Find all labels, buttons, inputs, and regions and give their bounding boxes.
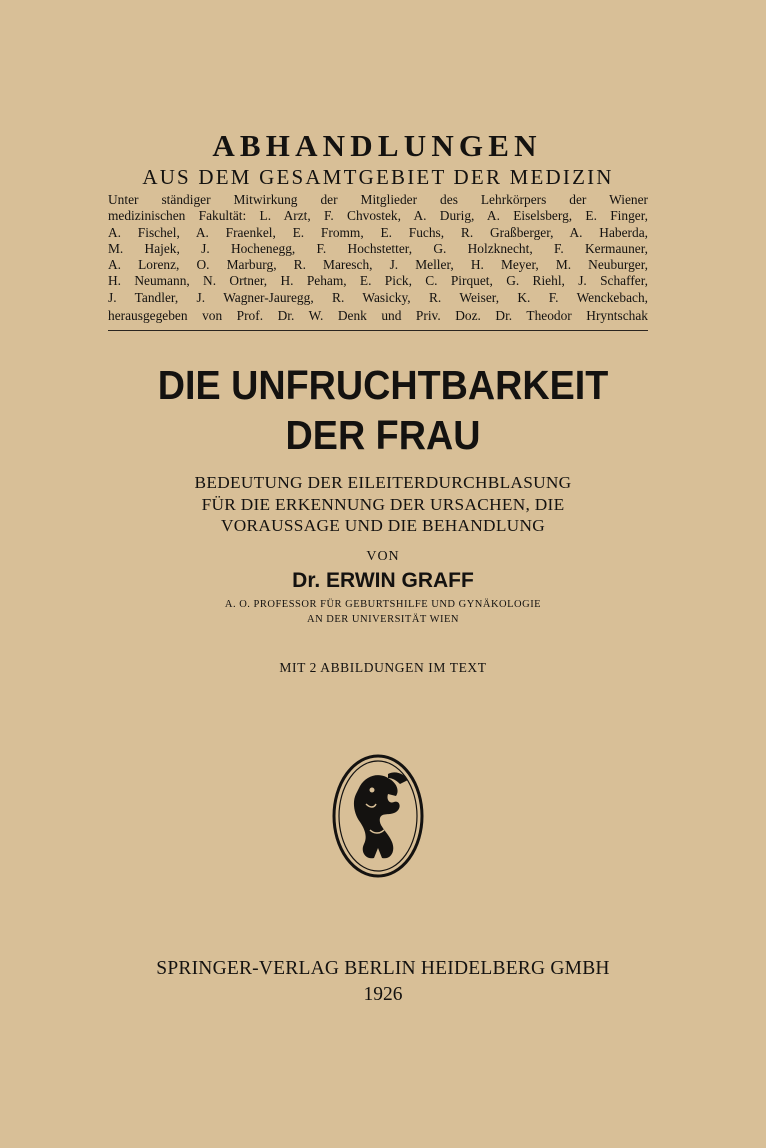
author bbox=[100, 569, 666, 593]
book-title-line: DIE UNFRUCHTBARKEIT bbox=[157, 362, 609, 408]
publisher-name: SPRINGER-VERLAG BERLIN HEIDELBERG GMBH bbox=[156, 958, 610, 979]
contributors-line: A. Fischel, A. Fraenkel, E. Fromm, E. Fuchs, R. Graßberger, A. Haberda, bbox=[108, 224, 648, 240]
series-editors: herausgegeben von Prof. Dr. W. Denk und Priv. Doz. Dr. Theodor Hryntschak bbox=[108, 308, 648, 324]
series-title: ABHANDLUNGEN bbox=[212, 128, 542, 163]
contributors-line: J. Tandler, J. Wagner-Jauregg, R. Wasicky, R. Weiser, K. F. Wenckebach, bbox=[108, 289, 648, 305]
illustrations-note: MIT 2 ABBILDUNGEN IM TEXT bbox=[279, 660, 487, 675]
contributors-line: M. Hajek, J. Hochenegg, F. Hochstetter, G. Holzknecht, F. Kermauner, bbox=[108, 240, 648, 256]
series-header bbox=[108, 128, 648, 324]
book-subtitle-line: VORAUSSAGE UND DIE BEHANDLUNG bbox=[220, 516, 546, 535]
series-subtitle: AUS DEM GESAMTGEBIET DER MEDIZIN bbox=[142, 165, 614, 189]
book-subtitle-line: BEDEUTUNG DER EILEITERDURCHBLASUNG bbox=[194, 473, 572, 492]
series-contributors bbox=[108, 192, 648, 306]
contributors-line: A. Lorenz, O. Marburg, R. Maresch, J. Meller, H. Meyer, M. Neuburger, bbox=[108, 257, 648, 273]
author-prefix: Dr. bbox=[292, 569, 321, 592]
book-subtitle bbox=[100, 472, 666, 537]
author-name: ERWIN GRAFF bbox=[326, 569, 474, 592]
by-label: VON bbox=[366, 549, 400, 564]
contributors-line: H. Neumann, N. Ortner, H. Peham, E. Pick, C. Pirquet, G. Riehl, J. Schaffer, bbox=[108, 273, 648, 289]
contributors-line: Unter ständiger Mitwirkung der Mitglieder des Lehrkörpers der Wiener bbox=[108, 192, 648, 207]
contributors-line: medizinischen Fakultät: L. Arzt, F. Chvostek, A. Durig, A. Eiselsberg, E. Finger, bbox=[108, 208, 648, 224]
author-affiliation bbox=[100, 597, 666, 627]
book-title bbox=[104, 360, 662, 460]
publication-year: 1926 bbox=[363, 984, 403, 1005]
separator-rule bbox=[108, 330, 648, 331]
affiliation-line: AN DER UNIVERSITÄT WIEN bbox=[307, 614, 459, 625]
springer-knight-logo-icon bbox=[330, 752, 426, 880]
book-title-line: DER FRAU bbox=[285, 412, 481, 458]
affiliation-line: A. O. PROFESSOR FÜR GEBURTSHILFE UND GYNÄKOLOGIE bbox=[224, 599, 542, 610]
book-subtitle-line: FÜR DIE ERKENNUNG DER URSACHEN, DIE bbox=[201, 494, 565, 514]
